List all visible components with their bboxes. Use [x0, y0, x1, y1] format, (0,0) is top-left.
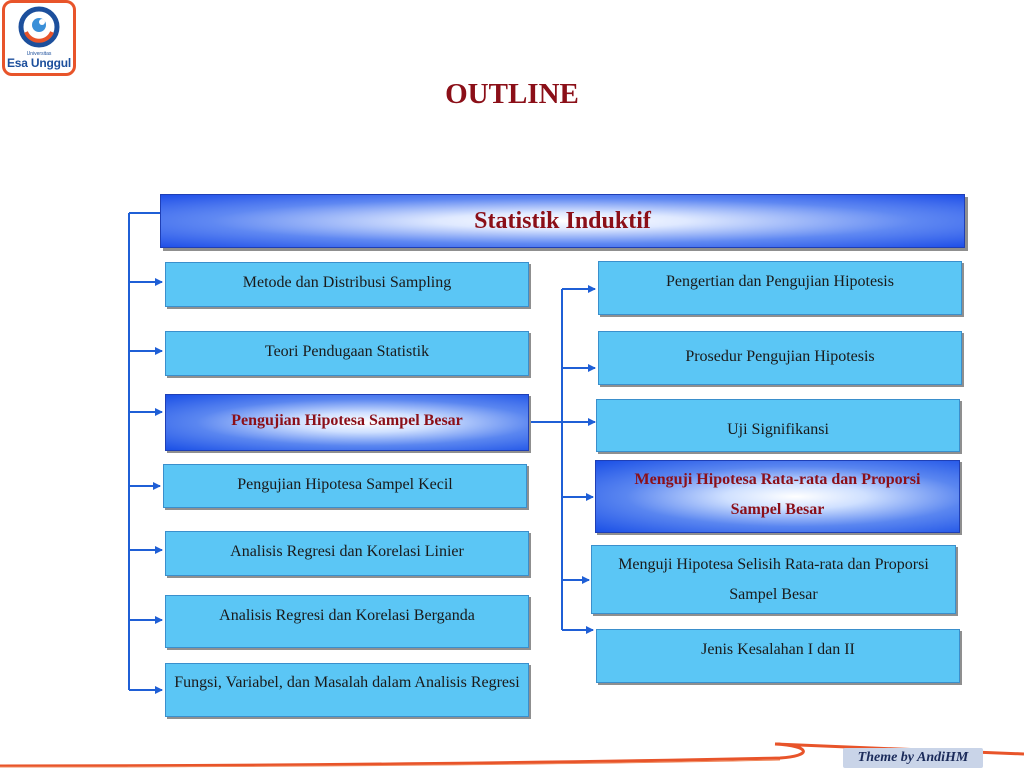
- left-item-3-highlighted: Pengujian Hipotesa Sampel Besar: [165, 394, 529, 451]
- main-topic-box: Statistik Induktif: [160, 194, 965, 248]
- right-item-3: Uji Signifikansi: [596, 399, 960, 452]
- right-item-5: Menguji Hipotesa Selisih Rata-rata dan Proporsi Sampel Besar: [591, 545, 956, 614]
- right-item-6: Jenis Kesalahan I dan II: [596, 629, 960, 683]
- left-item-5: Analisis Regresi dan Korelasi Linier: [165, 531, 529, 576]
- left-item-4: Pengujian Hipotesa Sampel Kecil: [163, 464, 527, 508]
- left-item-1: Metode dan Distribusi Sampling: [165, 262, 529, 307]
- left-item-2: Teori Pendugaan Statistik: [165, 331, 529, 376]
- left-item-6: Analisis Regresi dan Korelasi Berganda: [165, 595, 529, 648]
- page-title: OUTLINE: [445, 78, 579, 110]
- theme-credit: Theme by AndiHM: [843, 748, 983, 768]
- right-item-1: Pengertian dan Pengujian Hipotesis: [598, 261, 962, 315]
- logo-subtitle: Universitas: [26, 51, 52, 57]
- left-item-7: Fungsi, Variabel, dan Masalah dalam Analisis Regresi: [165, 663, 529, 717]
- right-item-2: Prosedur Pengujian Hipotesis: [598, 331, 962, 385]
- logo-name: Esa Unggul: [6, 56, 71, 70]
- right-item-4-highlighted: Menguji Hipotesa Rata-rata dan Proporsi Sampel Besar: [595, 460, 960, 533]
